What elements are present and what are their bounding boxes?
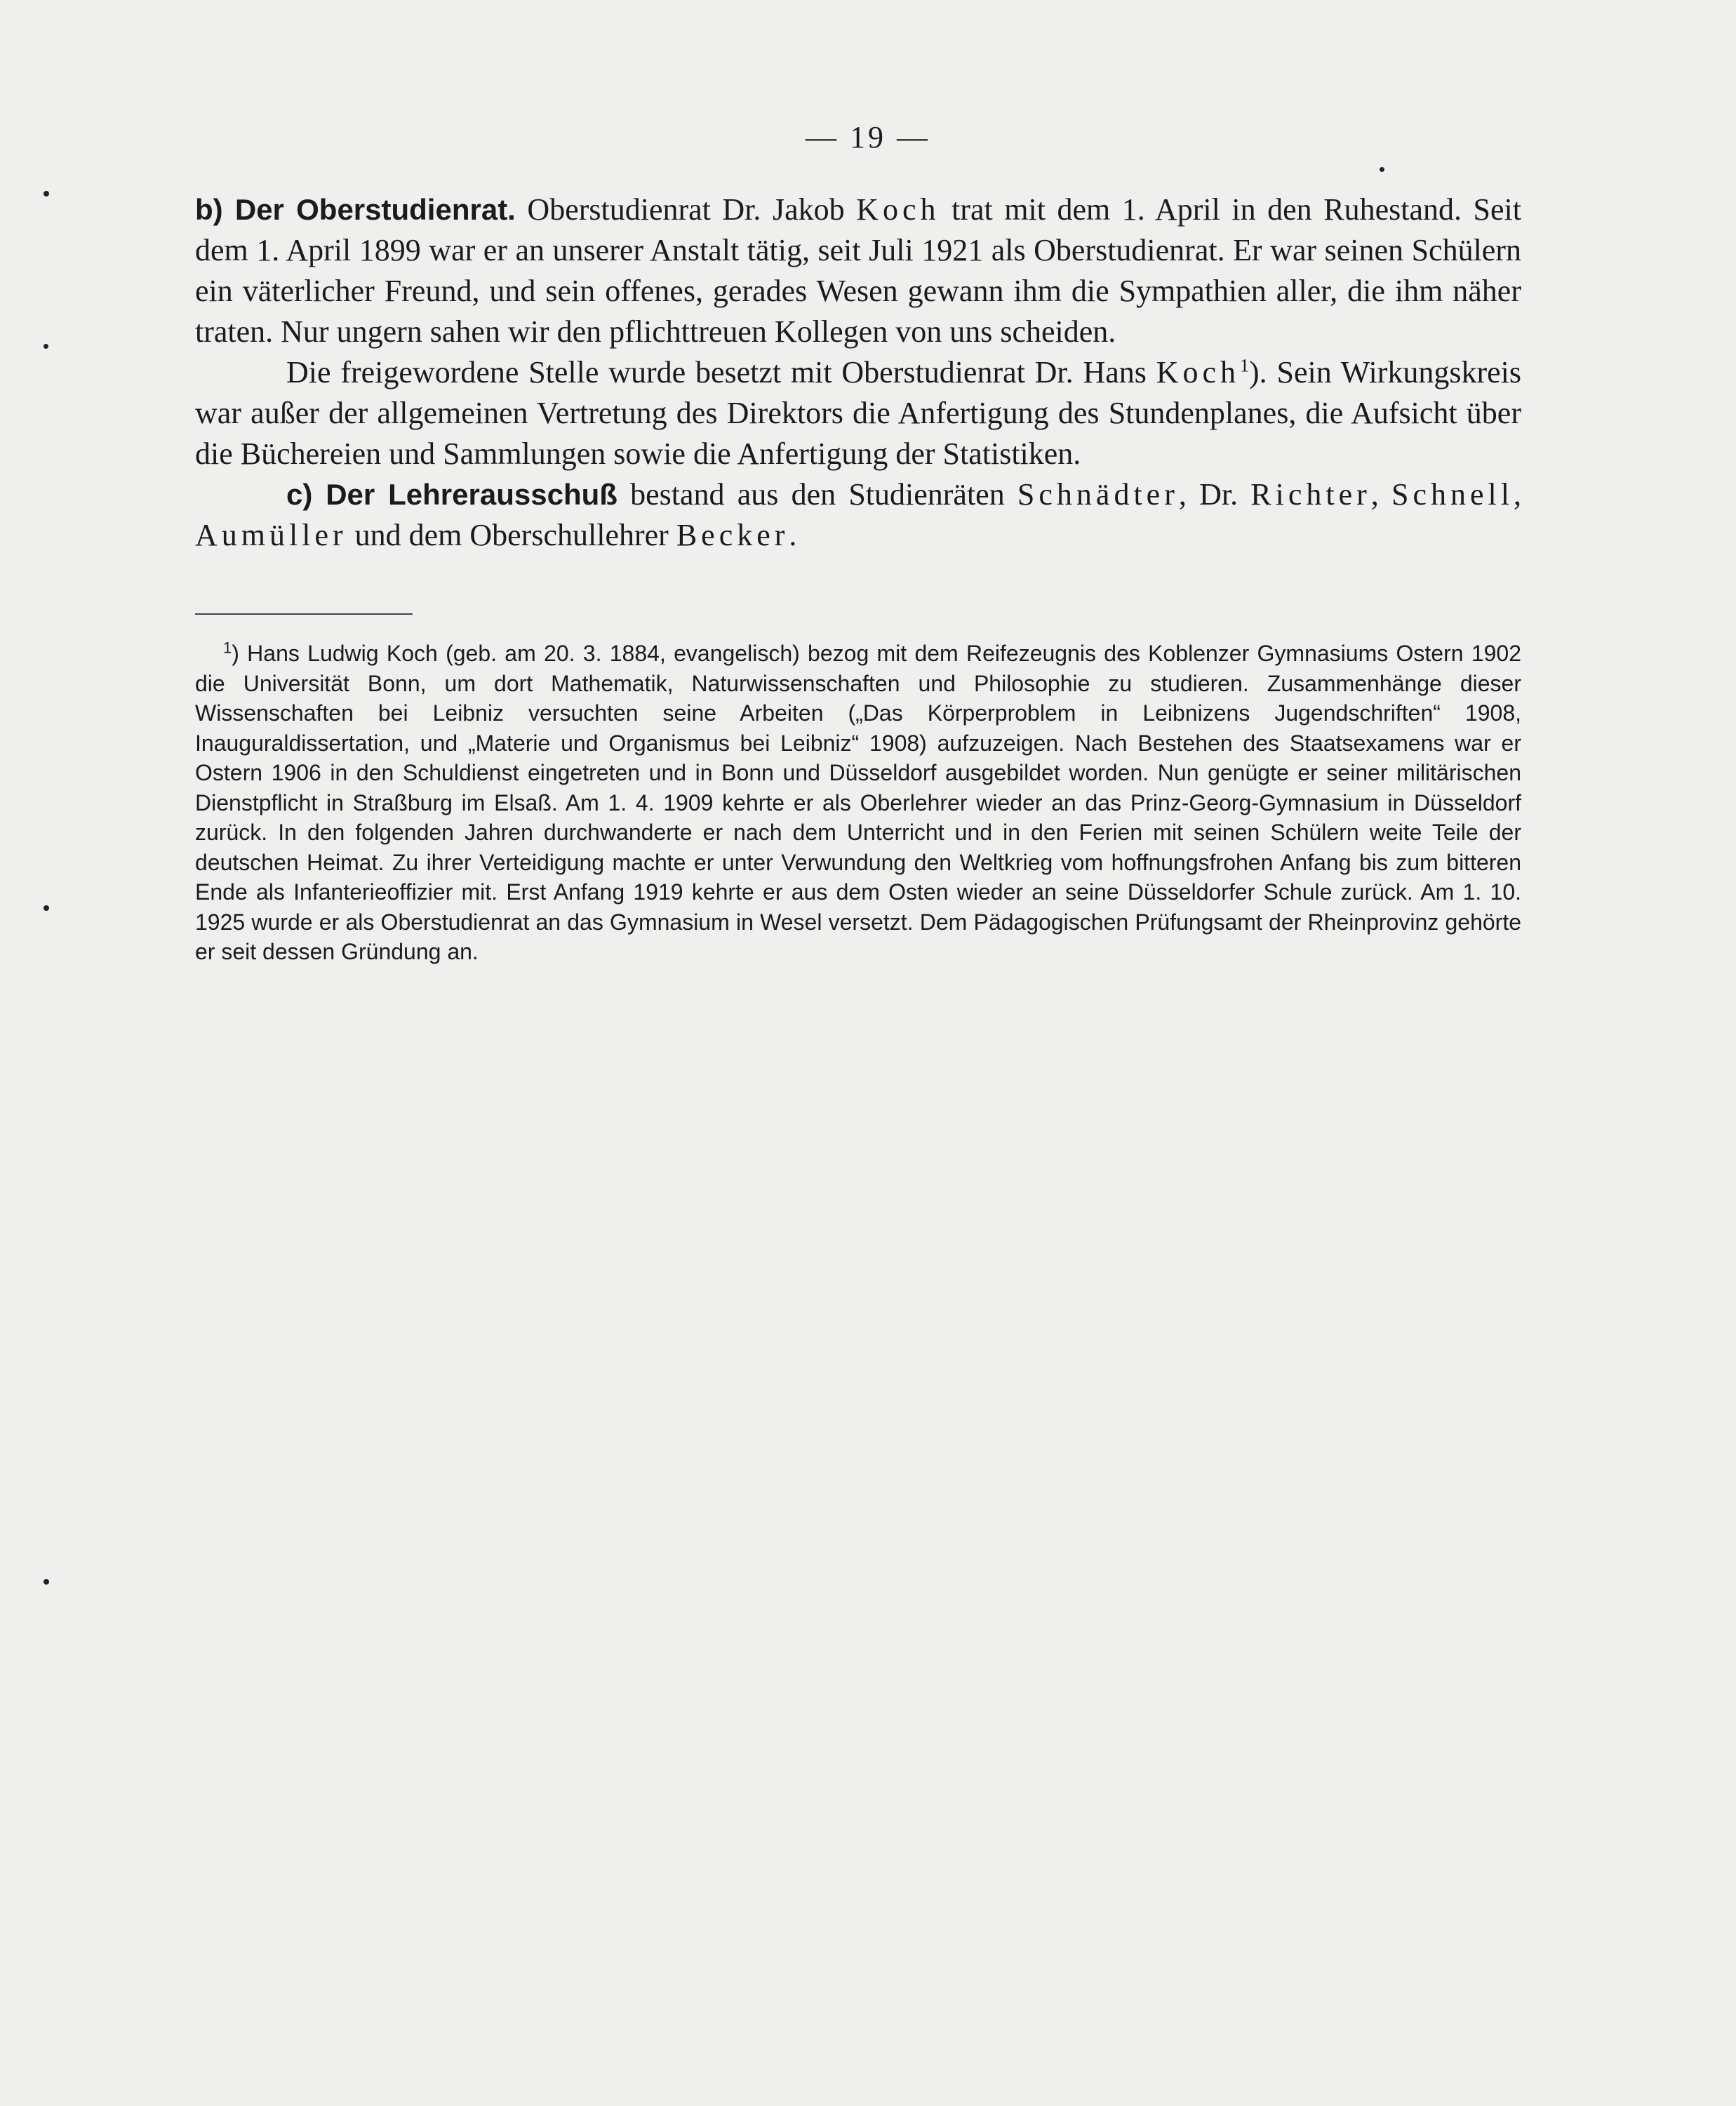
text-span: Die freigewordene Stelle wurde besetzt mit Oberstudienrat Dr. Hans (286, 355, 1156, 389)
text-span: . (789, 518, 797, 552)
person-name: Becker (676, 518, 789, 552)
text-span: , Dr. (1178, 477, 1251, 512)
margin-speck (44, 344, 48, 349)
paragraph-oberstudienrat (195, 189, 1521, 352)
margin-speck (44, 1579, 49, 1585)
footnote-reference: 1 (1240, 355, 1250, 376)
margin-speck (44, 905, 49, 911)
page-number: — 19 — (806, 120, 930, 154)
person-name: Richter (1250, 477, 1371, 512)
text-span: trat mit dem 1. April in den Ruhestand. Seit dem 1. April 1899 war er an unserer Anstalt tätig, seit Juli 1921 als Oberstudienrat. Er war seinen Schülern ein väterlicher Freund, und sein offenes, gerades Wesen gewann ihm die Sympathien aller, die ihm näher traten. Nur ungern sahen wir den pflichttreuen Kollegen von uns scheiden. (195, 192, 1521, 349)
margin-speck (1380, 167, 1384, 172)
text-span: Oberstudienrat Dr. Jakob (515, 192, 857, 227)
section-heading-c: c) Der Lehrerausschuß (286, 478, 617, 511)
footnote (195, 639, 1521, 967)
person-name: Koch (1156, 355, 1241, 389)
text-span: bestand aus den Studienräten (617, 477, 1017, 512)
paragraph-lehrerausschuss (195, 474, 1521, 556)
person-name: Koch (856, 192, 940, 227)
footnote-text (195, 639, 1521, 967)
main-text (195, 189, 1521, 556)
text-span: ). Sein Wirkungskreis war außer der allgemeinen Vertretung des Direktors die Anfertigung des Stundenplanes, die Aufsicht über die Büchereien und Sammlungen sowie die Anfertigung der Statistiken. (195, 355, 1521, 471)
margin-speck (44, 191, 49, 196)
footnote-divider (195, 613, 413, 615)
person-name: Schnädter (1017, 477, 1179, 512)
text-span: ) Hans Ludwig Koch (geb. am 20. 3. 1884, evangelisch) bezog mit dem Reifezeugnis des Koblenzer Gymnasiums Ostern 1902 die Universität Bonn, um dort Mathematik, Naturwissenschaften und Philosophie zu studieren. Zusammenhänge dieser Wissenschaften bei Leibniz versuchten seine Arbeiten („Das Körperproblem in Leibnizens Jugendschriften“ 1908, Inauguraldissertation, und „Materie und Organismus bei Leibniz“ 1908) aufzuzeigen. Nach Bestehen des Staatsexamens war er Ostern 1906 in den Schuldienst eingetreten und in Bonn und Düsseldorf ausgebildet worden. Nun genügte er seiner militärischen Dienstpflicht in Straßburg im Elsaß. Am 1. 4. 1909 kehrte er als Oberlehrer wieder an das Prinz-Georg-Gymnasium in Düsseldorf zurück. In den folgenden Jahren durchwanderte er nach dem Unterricht und in den Ferien mit seinen Schülern weite Teile der deutschen Heimat. Zu ihrer Verteidigung machte er unter Verwundung den Weltkrieg vom hoffnungsfrohen Anfang bis zum bitteren Ende als Infanterieoffizier mit. Erst Anfang 1919 kehrte er aus dem Osten wieder an seine Düsseldorfer Schule zurück. Am 1. 10. 1925 wurde er als Oberstudienrat an das Gymnasium in Wesel versetzt. Dem Pädagogischen Prüfungsamt der Rheinprovinz gehörte er seit dessen Gründung an. (195, 641, 1521, 964)
person-name: Schnell (1391, 477, 1514, 512)
paragraph-nachfolger (195, 352, 1521, 474)
text-span: und dem Oberschullehrer (347, 518, 676, 552)
text-span: , (1514, 477, 1521, 512)
text-span: , (1370, 477, 1392, 512)
section-heading-b: b) Der Oberstudienrat. (195, 193, 516, 226)
person-name: Aumüller (195, 518, 347, 552)
footnote-marker: 1 (223, 639, 232, 657)
